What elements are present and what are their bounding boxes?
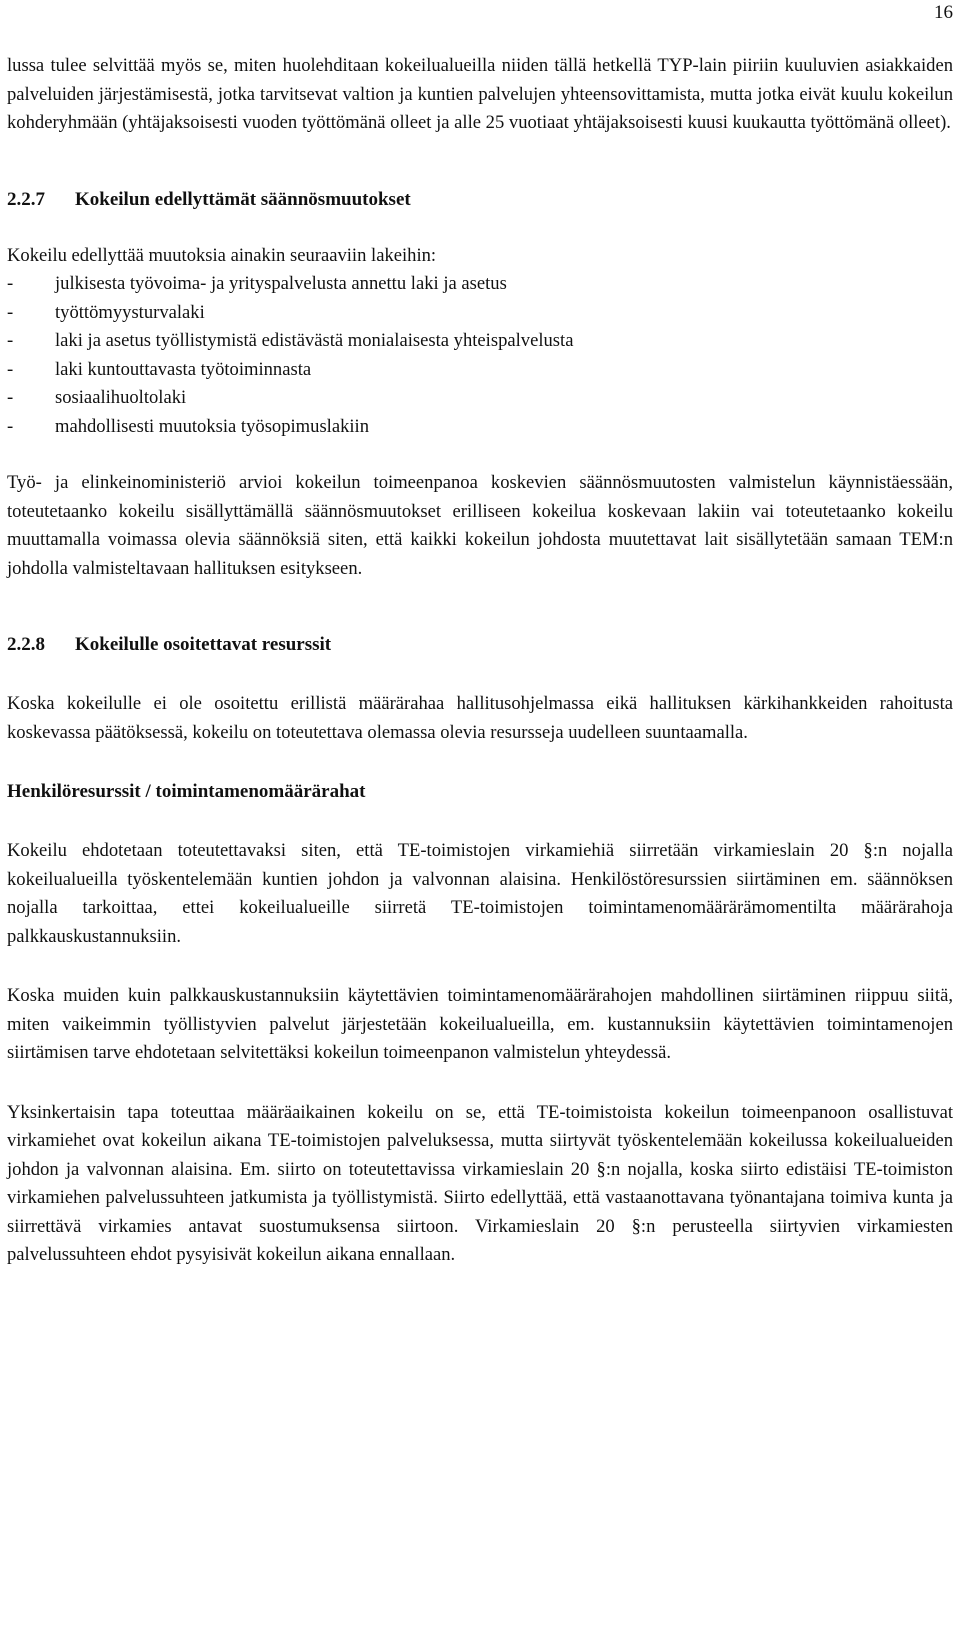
law-list-lead: Kokeilu edellyttää muutoksia ainakin seuraaviin lakeihin: [7,244,437,266]
spacer [7,138,953,186]
dash-bullet: - [7,387,14,408]
dash-bullet: - [7,330,14,351]
document-body [7,52,953,1270]
spacer [7,1068,953,1099]
intro-paragraph: lussa tulee selvittää myös se, miten huolehditaan kokeilualueilla niiden tällä hetkellä TYP-lain piiriin kuuluvien asiakkaiden palveluiden järjestämisestä, jotka tarvitsevat valtion ja kuntien palvelujen yhteensovittamista, mutta jotka eivät kuulu kokeilun kohderyhmään (yhtäjaksoisesti vuoden työttömänä olleet ja alle 25 vuotiaat yhtäjaksoisesti kuusi kuukautta työttömänä olleet). [7,55,953,133]
list-item: - sosiaalihuoltolaki [7,384,953,413]
list-item: - laki kuntouttavasta työtoiminnasta [7,356,953,385]
dash-bullet: - [7,301,14,323]
dash-bullet: - [7,415,14,437]
law-list [7,270,953,441]
spacer [7,806,953,837]
subsection-paragraph-1: Kokeilu ehdotetaan toteutettavaksi siten, että TE-toimistojen virkamiehiä siirretään virkamieslain 20 §:n nojalla kokeilualueilla työskentelemään kuntien johdon ja valvonnan alaisina. Henkilöstöresurssien siirtäminen em. säännöksen nojalla tarkoittaa, ettei kokeilualueille siirretä TE-toimistojen toimintamenomäärärämomentilta määrärahoja palkkauskustannuksiin. [7,840,953,947]
dash-bullet: - [7,358,14,380]
list-item: - julkisesta työvoima- ja yrityspalvelusta annettu laki ja asetus [7,270,953,299]
subsection-paragraph-2: Koska muiden kuin palkkauskustannuksiin käytettävien toimintamenomäärärahojen mahdollinen siirtäminen riippuu siitä, miten vaikeimmin työllistyvien palvelut järjestetään kokeilualueilla, em. kustannuksiin käytettävien toimintamenojen siirtämisen tarve ehdotetaan selvitettäksi kokeilun toimeenpanon valmistelun yhteydessä. [7,985,953,1063]
subsection-paragraph-3: Yksinkertaisin tapa toteuttaa määräaikainen kokeilu on se, että TE-toimistoista kokeilun toimeenpanoon osallistuvat virkamiehet ovat kokeilun aikana TE-toimistojen palveluksessa, mutta siirtyvät työskentelemään kokeilussa kokeilualueiden johdon ja valvonnan alaisina. Em. siirto on toteutettavissa virkamieslain 20 §:n nojalla, koska siirto edistäisi TE-toimiston virkamiehen palvelussuhteen jatkumista ja työllistymistä. Siirto edellyttää, että vastaanottavana työnantajana toimiva kunta ja siirrettävä virkamies antavat suostumuksensa siirtoon. Virkamieslain 20 §:n perusteella siirtyvien virkamiesten palvelussuhteen ehdot pysyisivät kokeilun aikana ennallaan. [7,1101,953,1265]
page-number: 16 [934,2,953,23]
dash-bullet: - [7,273,14,294]
subsection-heading: Henkilöresurssit / toimintamenomäärärahat [7,781,366,802]
section-2-2-8-paragraph: Koska kokeilulle ei ole osoitettu erillistä määrärahaa hallitusohjelmassa eikä hallituksen kärkihankkeiden rahoitusta koskevassa päätöksessä, kokeilu on toteutettava olemassa olevia resursseja uudelleen suuntaamalla. [7,693,953,743]
spacer [7,583,953,631]
section-heading-2-2-7 [7,186,953,214]
section-heading-2-2-8 [7,631,953,659]
spacer [7,951,953,982]
list-item: - työttömyysturvalaki [7,299,953,328]
list-item: - mahdollisesti muutoksia työsopimuslakiin [7,413,953,442]
section-2-2-7-paragraph: Työ- ja elinkeinoministeriö arvioi kokeilun toimeenpanoa koskevien säännösmuutosten valmistelun käynnistäessään, toteutetaanko kokeilu sisällyttämällä säännösmuutokset erilliseen kokeilua koskevaan lakiin vai toteutetaanko kokeilu muuttamalla voimassa olevia säännöksiä siten, että kaikki kokeilun johdosta muutettavat lait sisällytetään samaan TEM:n johdolla valmisteltavaan hallituksen esitykseen. [7,472,953,579]
spacer [7,747,953,778]
section-number: 2.2.7 [7,188,45,210]
section-title: Kokeilulle osoitettavat resurssit [75,634,332,655]
section-number: 2.2.8 [7,634,45,655]
section-title: Kokeilun edellyttämät säännösmuutokset [75,188,411,210]
spacer [7,214,953,242]
spacer [7,659,953,690]
list-item: - laki ja asetus työllistymistä edistävästä monialaisesta yhteispalvelusta [7,327,953,356]
spacer [7,441,953,469]
